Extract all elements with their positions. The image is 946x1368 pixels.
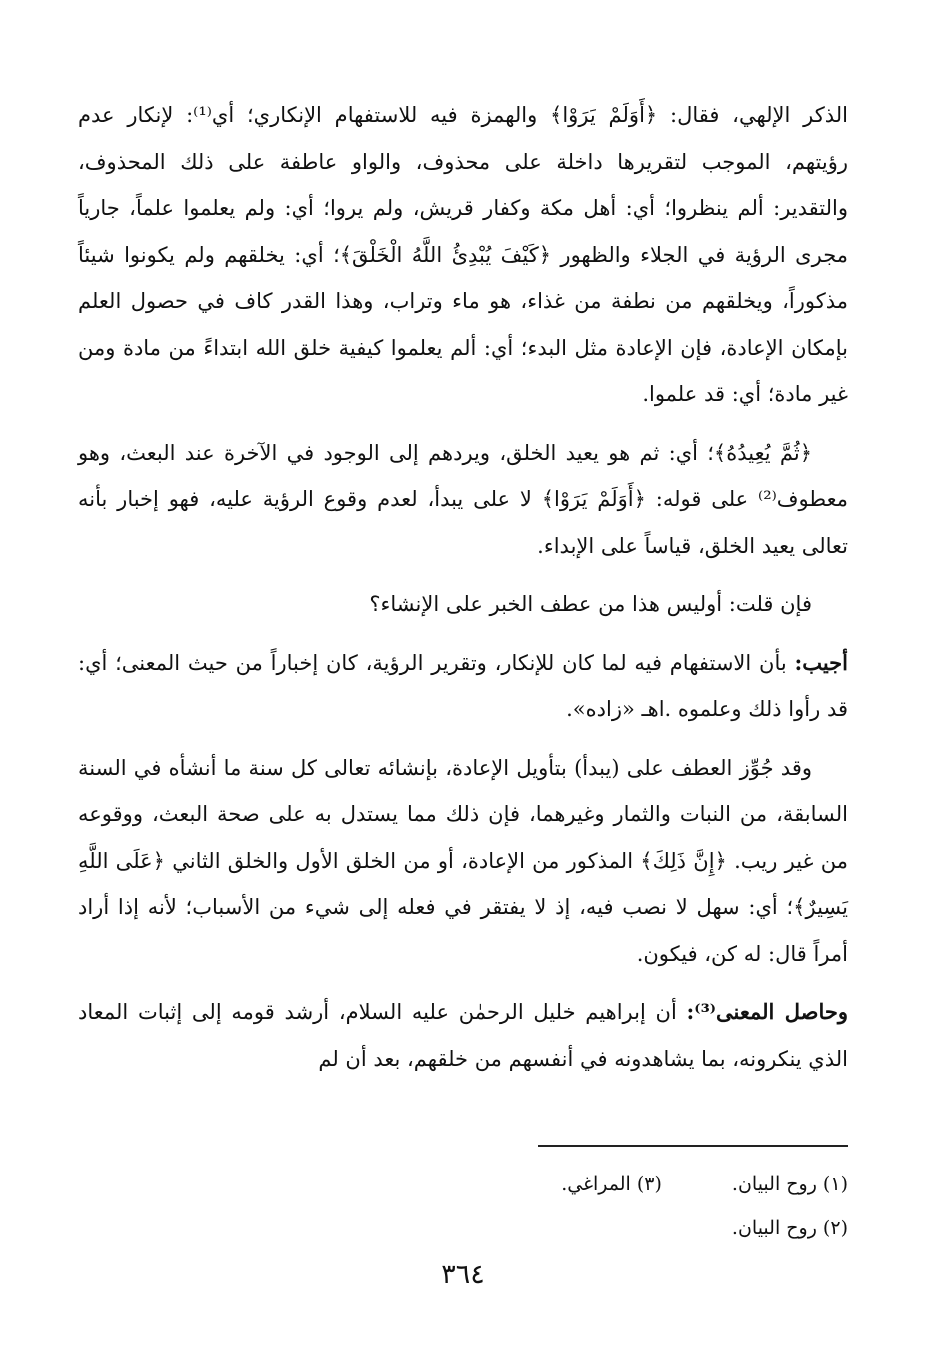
footnote-1: (١) روح البيان.	[731, 1173, 848, 1195]
footnote-divider	[538, 1145, 848, 1147]
footnote-3: (٣) المراغي.	[561, 1173, 662, 1195]
paragraph-4-text: بأن الاستفهام فيه لما كان للإنكار، وتقرير الرؤية، كان إخباراً من حيث المعنى؛ أي: قد رأوا ذلك وعلموه .اهـ «زاده».	[78, 650, 848, 721]
footnotes	[78, 1162, 848, 1250]
paragraph-3-text: فإن قلت: أوليس هذا من عطف الخبر على الإنشاء؟	[369, 592, 812, 616]
paragraph-6-text: أن إبراهيم خليل الرحمٰن عليه السلام، أرشد قومه إلى إثبات المعاد الذي ينكرونه، بما يشاهدونه في أنفسهم من خلقهم، بعد أن لم	[78, 1000, 848, 1071]
paragraph-2	[78, 430, 848, 570]
footnote-row-2	[78, 1206, 848, 1250]
paragraph-6-lead: وحاصل المعنى⁽³⁾:	[686, 999, 849, 1024]
paragraph-1-text: الذكر الإلهي، فقال: ﴿أَوَلَمْ يَرَوْا﴾ والهمزة فيه للاستفهام الإنكاري؛ أي⁽¹⁾: لإنكار عدم رؤيتهم، الموجب لتقريرها داخلة على محذوف، والواو عاطفة على ذلك المحذوف، والتقدير: ألم ينظروا؛ أي: أهل مكة وكفار قريش، ولم يروا؛ أي: ولم يعلموا علماً، جارياً مجرى الرؤية في الجلاء والظهور ﴿كَيْفَ يُبْدِئُ اللَّهُ الْخَلْقَ﴾؛ أي: يخلقهم ولم يكونوا شيئاً مذكوراً، ويخلقهم من نطفة من غذاء، هو ماء وتراب، وهذا القدر كاف في حصول العلم بإمكان الإعادة، فإن الإعادة مثل البدء؛ أي: ألم يعلموا كيفية خلق الله ابتداءً من مادة ومن غير مادة؛ أي: قد علموا.	[78, 103, 848, 406]
footnote-2: (٢) روح البيان.	[731, 1217, 848, 1239]
paragraph-5-text: وقد جُوِّز العطف على (يبدأ) بتأويل الإعادة، بإنشائه تعالى كل سنة ما أنشأه في السنة السابقة، من النبات والثمار وغيرهما، فإن ذلك مما يستدل به على صحة البعث، ووقوعه من غير ريب. ﴿إِنَّ ذَلِكَ﴾ المذكور من الإعادة، أو من الخلق الأول والخلق الثاني ﴿عَلَى اللَّهِ يَسِيرٌ﴾؛ أي: سهل لا نصب فيه، إذ لا يفتقر في فعله إلى شيء من الأسباب؛ لأنه إذا أراد أمراً قال: له كن، فيكون.	[78, 755, 848, 966]
paragraph-2-text: ﴿ثُمَّ يُعِيدُهُ﴾؛ أي: ثم هو يعيد الخلق، ويردهم إلى الوجود في الآخرة عند البعث، وهو معطوف⁽²⁾ على قوله: ﴿أَوَلَمْ يَرَوْا﴾ لا على يبدأ، لعدم وقوع الرؤية عليه، فهو إخبار بأنه تعالى يعيد الخلق، قياساً على الإبداء.	[78, 440, 848, 558]
paragraph-3	[78, 581, 848, 628]
paragraph-5	[78, 745, 848, 978]
footnote-row-1	[78, 1162, 848, 1206]
paragraph-6	[78, 989, 848, 1082]
paragraph-1	[78, 92, 848, 418]
page-body	[78, 92, 848, 1328]
paragraph-4-lead: أجيب:	[794, 649, 848, 675]
paragraph-4	[78, 640, 848, 733]
page-number: ٣٦٤	[441, 1259, 485, 1290]
